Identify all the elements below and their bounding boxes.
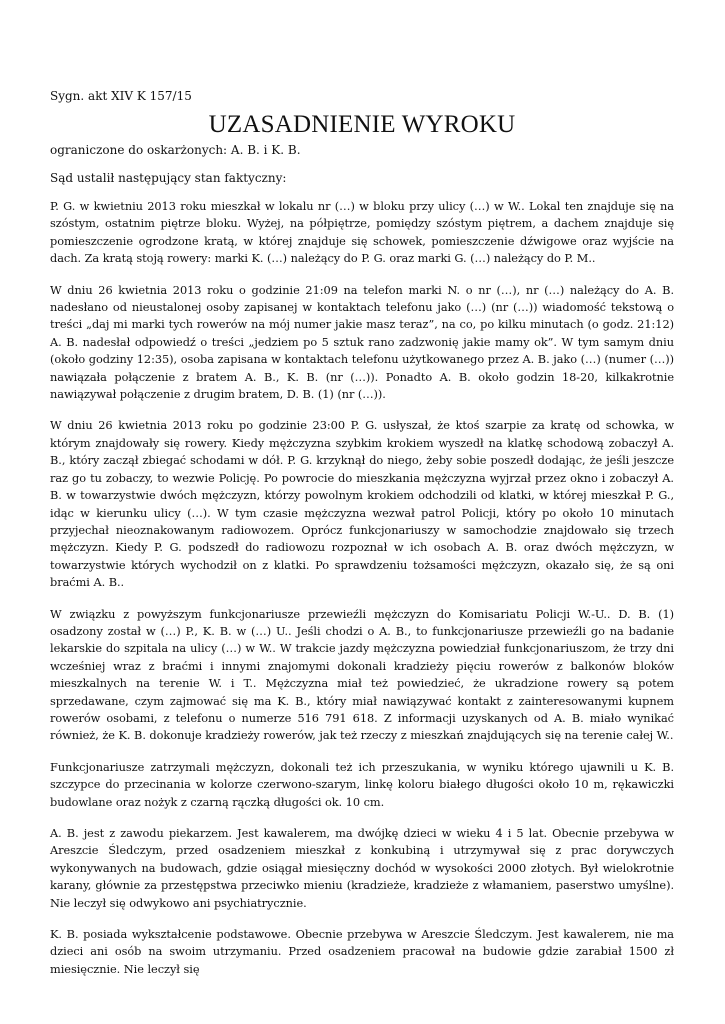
document-subtitle: ograniczone do oskarżonych: A. B. i K. B. xyxy=(50,143,301,157)
paragraph: K. B. posiada wykształcenie podstawowe. Obecnie przebywa w Areszcie Śledczym. Jest kawalerem, nie ma dzieci ani osób na swoim utrzymaniu. Przed osadzeniem pracował na budowie gdzie zarabiał 1500 zł miesięcznie. Nie leczył się xyxy=(50,927,674,976)
paragraph: W dniu 26 kwietnia 2013 roku po godzinie 23:00 P. G. usłyszał, że ktoś szarpie za kratę od schowka, w którym znajdowały się rowery. Kiedy mężczyzna szybkim krokiem wyszedł na klatkę schodową zobaczył A. B., który zaczął zbiegać schodami w dół. P. G. krzyknął do niego, żeby sobie poszedł dodając, że jeśli jeszcze raz go tu zobaczy, to wezwie Policję. Po powrocie do mieszkania mężczyzna wyjrzał przez okno i zobaczył A. B. w towarzystwie dwóch mężczyzn, którzy powolnym krokiem odchodzili od klatki, w której mieszkał P. G., idąc w kierunku ulicy (…). W tym czasie mężczyzna wezwał patrol Policji, który po około 10 minutach przyjechał nieoznakowanym radiowozem. Oprócz funkcjonariuszy w samochodzie znajdowało się trzech mężczyzn. Kiedy P. G. podszedł do radiowozu rozpoznał w ich osobach A. B. oraz dwóch mężczyzn, w towarzystwie których wychodził on z klatki. Po sprawdzeniu tożsamości mężczyzn, okazało się, że są oni braćmi A. B.. xyxy=(50,418,674,590)
paragraph: Funkcjonariusze zatrzymali mężczyzn, dokonali też ich przeszukania, w wyniku którego ujawnili u K. B. szczypce do przecinania w kolorze czerwono-szarym, linkę koloru białego długości około 10 m, rękawiczki budowlane oraz nożyk z czarną rączką długości ok. 10 cm. xyxy=(50,759,674,809)
paragraph: W związku z powyższym funkcjonariusze przewieźli mężczyzn do Komisariatu Policji W.-U.. D. B. (1) osadzony został w (…) P., K. B. w (…) U.. Jeśli chodzi o A. B., to funkcjonariusze przewieźli go na badanie lekarskie do szpitala na ulicy (…) w W.. W trakcie jazdy mężczyzna powiedział funkcjonariuszom, że trzy dni wcześniej wraz z braćmi i innymi znajomymi dokonali kradzieży pięciu rowerów z balkonów bloków mieszkalnych na terenie W. i T.. Mężczyzna miał też powiedzieć, że ukradzione rowery są potem sprzedawane, czym zajmować się ma K. B., który miał nawiązywać kontakt z zainteresowanymi kupnem rowerów osobami, z telefonu o numerze 516 791 618. Z informacji uzyskanych od A. B. miało wynikać również, że K. B. dokonuje kradzieży rowerów, jak też rzeczy z mieszkań znajdujących się na terenie całej W.. xyxy=(50,606,674,743)
document-page xyxy=(50,88,674,992)
case-signature: Sygn. akt XIV K 157/15 xyxy=(50,89,192,103)
document-title: UZASADNIENIE WYROKU xyxy=(208,111,516,138)
paragraph: A. B. jest z zawodu piekarzem. Jest kawalerem, ma dwójkę dzieci w wieku 4 i 5 lat. Obecnie przebywa w Areszcie Śledczym, przed osadzeniem mieszkał z konkubiną i utrzymywał się z prac dorywczych wykonywanych na budowach, gdzie osiągał miesięczny dochód w wysokości 2000 złotych. Był wielokrotnie karany, głównie za przestępstwa przeciwko mieniu (kradzieże, kradzieże z włamaniem, paserstwo umyślne). Nie leczył się odwykowo ani psychiatrycznie. xyxy=(50,826,674,910)
paragraph: P. G. w kwietniu 2013 roku mieszkał w lokalu nr (…) w bloku przy ulicy (…) w W.. Lokal ten znajduje się na szóstym, ostatnim piętrze bloku. Wyżej, na półpiętrze, pomiędzy szóstym piętrem, a dachem znajduje się pomieszczenie ogrodzone kratą, w której znajduje się schowek, pomieszczenie dźwigowe oraz wyjście na dach. Za kratą stoją rowery: marki K. (…) należący do P. G. oraz marki G. (…) należący do P. M.. xyxy=(50,199,674,266)
paragraph: W dniu 26 kwietnia 2013 roku o godzinie 21:09 na telefon marki N. o nr (…), nr (…) należący do A. B. nadesłano od nieustalonej osoby zapisanej w kontaktach telefonu jako (…) (nr (…)) wiadomość tekstową o treści „daj mi marki tych rowerów na mój numer jakie masz teraz”, na co, po kilku minutach (o godz. 21:12) A. B. nadesłał odpowiedź o treści „jedziem po 5 sztuk rano zadzwonię jakie mamy ok”. W tym samym dniu (około godziny 12:35), osoba zapisana w kontaktach telefonu użytkowanego przez A. B. jako (…) (numer (…)) nawiązała połączenie z bratem A. B., K. B. (nr (…)). Ponadto A. B. około godzin 18-20, kilkakrotnie nawiązywał połączenie z drugim bratem, D. B. (1) (nr (…)). xyxy=(50,282,674,402)
facts-intro: Sąd ustalił następujący stan faktyczny: xyxy=(50,171,287,185)
